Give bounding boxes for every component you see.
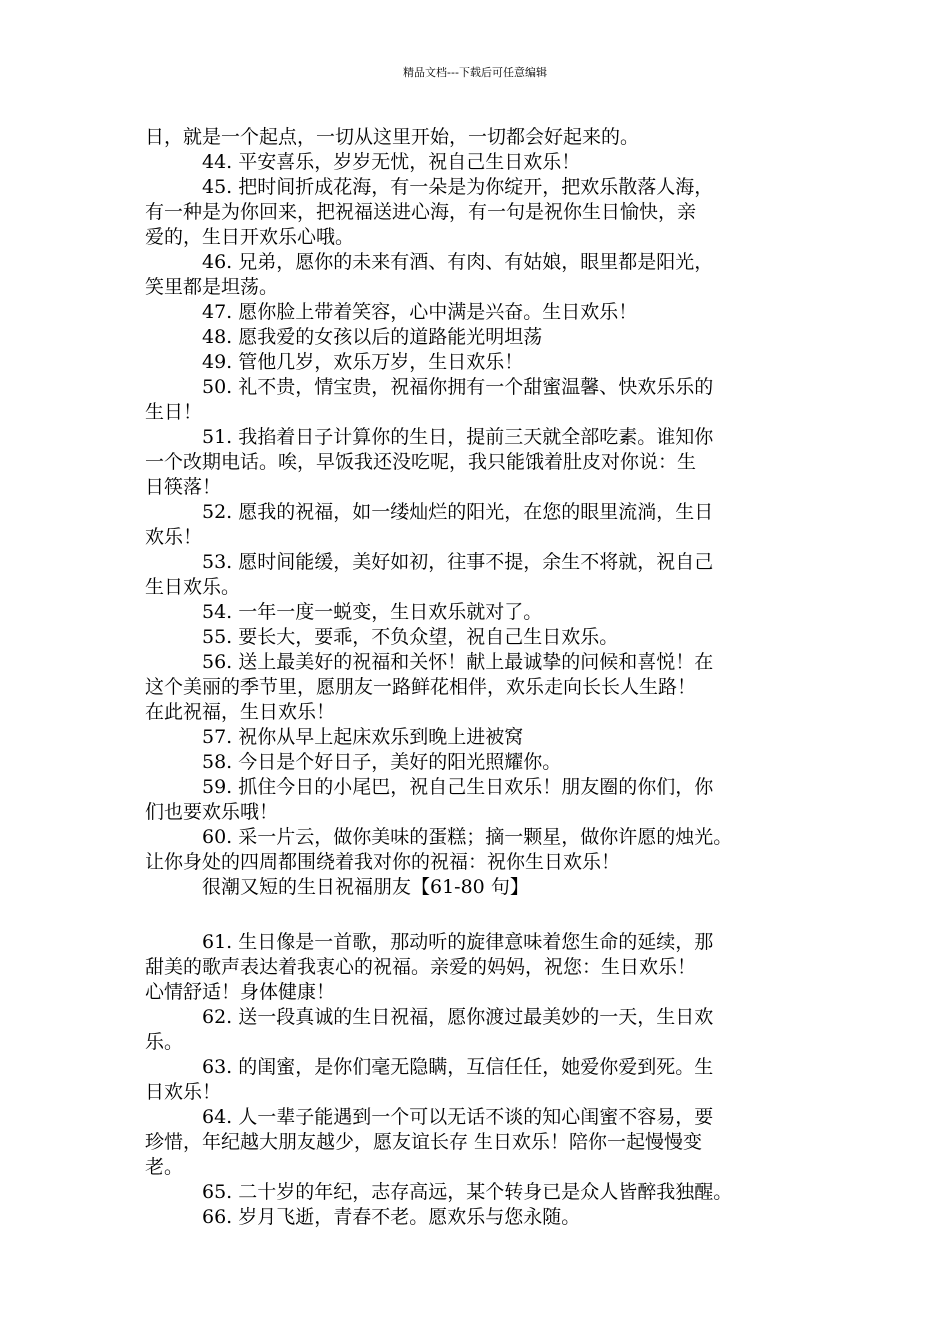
text-line: 生日！ xyxy=(145,401,203,423)
document-body xyxy=(145,125,825,1230)
text-line: 58. 今日是个好日子，美好的阳光照耀你。 xyxy=(202,751,562,773)
text-line: 让你身处的四周都围绕着我对你的祝福：祝你生日欢乐！ xyxy=(145,851,621,873)
text-line: 老。 xyxy=(145,1156,184,1178)
text-line: 56. 送上最美好的祝福和关怀！献上最诚挚的问候和喜悦！在 xyxy=(202,651,714,673)
blank-line xyxy=(145,900,825,930)
text-line: 65. 二十岁的年纪，志存高远，某个转身已是众人皆醉我独醒。 xyxy=(202,1181,733,1203)
text-line: 生日欢乐。 xyxy=(145,576,241,598)
text-line: 46. 兄弟，愿你的未来有酒、有肉、有姑娘，眼里都是阳光， xyxy=(202,251,714,273)
text-line: 59. 抓住今日的小尾巴，祝自己生日欢乐！朋友圈的你们，你 xyxy=(202,776,714,798)
text-line: 57. 祝你从早上起床欢乐到晚上进被窝 xyxy=(202,726,524,748)
text-line: 一个改期电话。唉，早饭我还没吃呢，我只能饿着肚皮对你说：生 xyxy=(145,451,697,473)
text-line: 45. 把时间折成花海，有一朵是为你绽开，把欢乐散落人海， xyxy=(202,176,714,198)
text-line: 63. 的闺蜜，是你们毫无隐瞒，互信任任，她爱你爱到死。生 xyxy=(202,1056,714,1078)
text-line: 61. 生日像是一首歌，那动听的旋律意味着您生命的延续，那 xyxy=(202,931,714,953)
text-line: 55. 要长大，要乖，不负众望，祝自己生日欢乐。 xyxy=(202,626,619,648)
text-line: 66. 岁月飞逝，青春不老。愿欢乐与您永随。 xyxy=(202,1206,581,1228)
text-line: 日，就是一个起点，一切从这里开始，一切都会好起来的。 xyxy=(145,126,640,148)
text-line: 在此祝福，生日欢乐！ xyxy=(145,701,336,723)
text-line: 甜美的歌声表达着我衷心的祝福。亲爱的妈妈，祝您：生日欢乐！ xyxy=(145,956,697,978)
text-line: 日筷落！ xyxy=(145,476,222,498)
text-block-2 xyxy=(145,930,825,1230)
text-line: 60. 采一片云，做你美味的蛋糕；摘一颗星，做你许愿的烛光。 xyxy=(202,826,733,848)
text-line: 52. 愿我的祝福，如一缕灿烂的阳光，在您的眼里流淌，生日 xyxy=(202,501,714,523)
text-line: 64. 人一辈子能遇到一个可以无话不谈的知心闺蜜不容易，要 xyxy=(202,1106,714,1128)
text-line: 爱的，生日开欢乐心哦。 xyxy=(145,226,355,248)
page-header: 精品文档---下载后可任意编辑 xyxy=(403,66,547,79)
text-line: 笑里都是坦荡。 xyxy=(145,276,279,298)
text-line: 有一种是为你回来，把祝福送进心海，有一句是祝你生日愉快，亲 xyxy=(145,201,697,223)
text-line: 48. 愿我爱的女孩以后的道路能光明坦荡 xyxy=(202,326,543,348)
text-line: 很潮又短的生日祝福朋友【61-80 句】 xyxy=(202,876,529,898)
text-line: 们也要欢乐哦！ xyxy=(145,801,279,823)
text-line: 54. 一年一度一蜕变，生日欢乐就对了。 xyxy=(202,601,543,623)
text-line: 53. 愿时间能缓，美好如初，往事不提，余生不将就，祝自己 xyxy=(202,551,714,573)
text-line: 日欢乐！ xyxy=(145,1081,222,1103)
text-line: 51. 我掐着日子计算你的生日，提前三天就全部吃素。谁知你 xyxy=(202,426,714,448)
text-line: 这个美丽的季节里，愿朋友一路鲜花相伴，欢乐走向长长人生路！ xyxy=(145,676,697,698)
text-line: 欢乐！ xyxy=(145,526,203,548)
text-line: 62. 送一段真诚的生日祝福，愿你渡过最美妙的一天，生日欢 xyxy=(202,1006,714,1028)
text-line: 47. 愿你脸上带着笑容，心中满是兴奋。生日欢乐！ xyxy=(202,301,638,323)
text-line: 49. 管他几岁，欢乐万岁，生日欢乐！ xyxy=(202,351,524,373)
text-line: 44. 平安喜乐，岁岁无忧，祝自己生日欢乐！ xyxy=(202,151,581,173)
text-line: 50. 礼不贵，情宝贵，祝福你拥有一个甜蜜温馨、快欢乐乐的 xyxy=(202,376,714,398)
text-block-1 xyxy=(145,125,825,900)
text-line: 心情舒适！身体健康！ xyxy=(145,981,336,1003)
text-line: 珍惜，年纪越大朋友越少，愿友谊长存 生日欢乐！陪你一起慢慢变 xyxy=(145,1131,703,1153)
text-line: 乐。 xyxy=(145,1031,184,1053)
